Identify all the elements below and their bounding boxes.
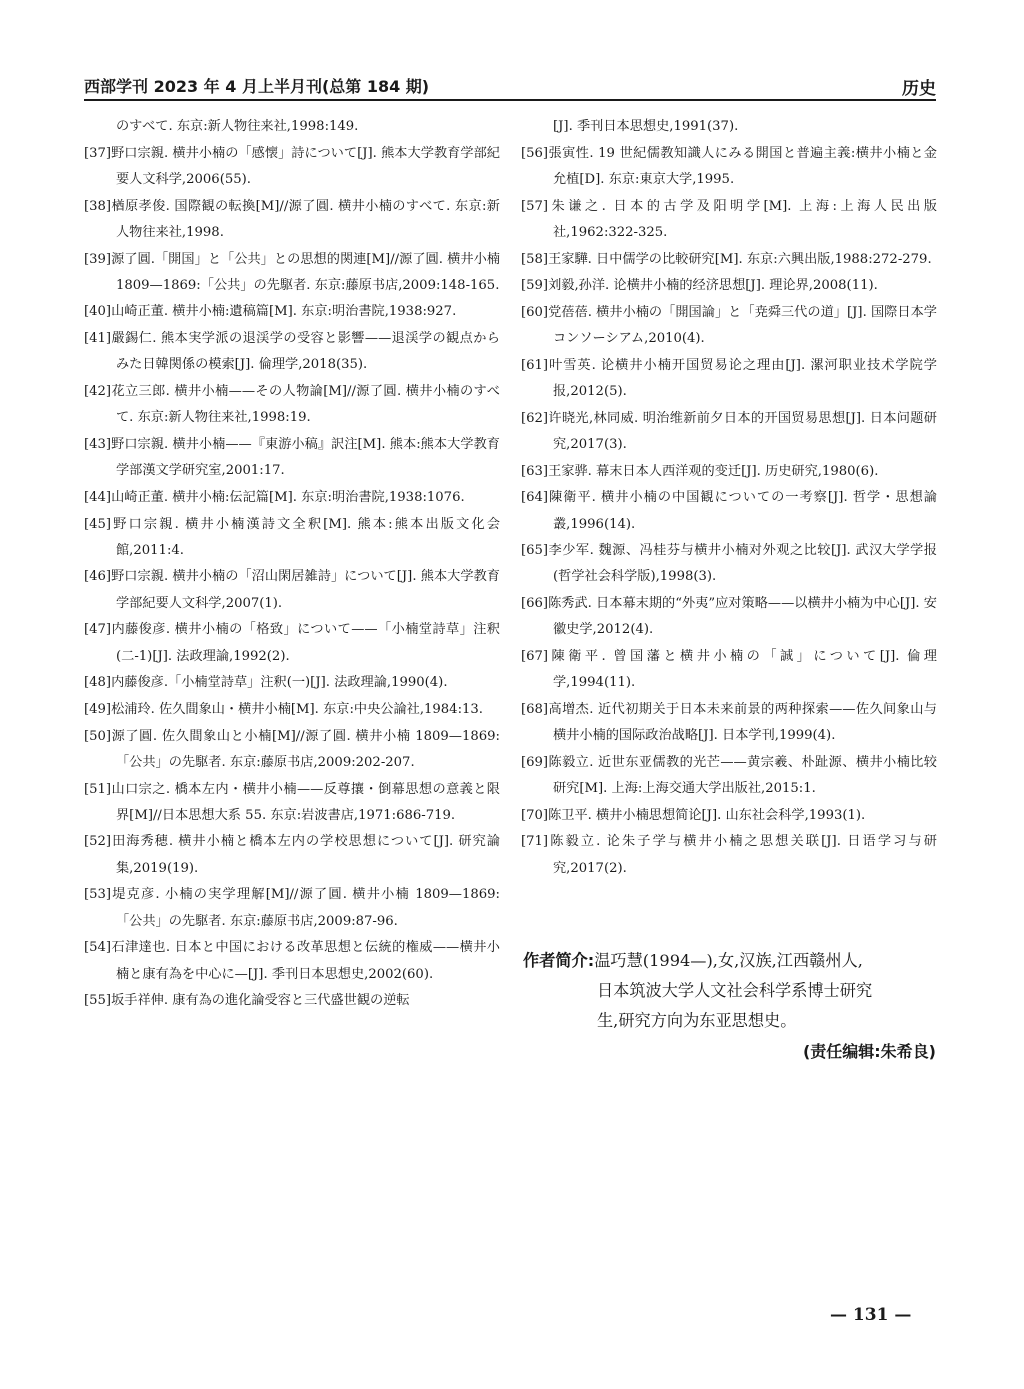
- references-left-column: [84, 114, 500, 1015]
- section-label: 历史: [902, 79, 936, 99]
- reference-entry: [50]源了圓. 佐久間象山と小楠[M]//源了圓. 横井小楠 1809—1869:「公共」の先駆者. 东京:藤原书店,2009:202-207.: [84, 728, 500, 770]
- reference-entry: [54]石津達也. 日本と中国における改革思想と伝統的権威——横井小楠と康有為を中心に—[J]. 季刊日本思想史,2002(60).: [84, 940, 500, 982]
- responsible-editor: (责任编辑:朱希良): [802, 1042, 936, 1061]
- author-bio-first-line: [523, 946, 937, 976]
- author-bio-text-3: 生,研究方向为东亚思想史。: [597, 1011, 797, 1030]
- reference-entry: [41]嚴錫仁. 熊本実学派の退渓学の受容と影響——退渓学の観点からみた日韓関係の模索[J]. 倫理学,2018(35).: [84, 331, 500, 373]
- journal-issue-title: 西部学刊 2023 年 4 月上半月刊(总第 184 期): [84, 77, 430, 96]
- reference-entry: [49]松浦玲. 佐久間象山・横井小楠[M]. 东京:中央公論社,1984:13.: [84, 701, 483, 717]
- header-rule: [84, 99, 936, 101]
- reference-continuation: のすべて. 东京:新人物往来社,1998:149.: [116, 119, 359, 134]
- reference-entry: [62]许晓光,林同威. 明治维新前夕日本的开国贸易思想[J]. 日本问题研究,2017(3).: [521, 410, 937, 452]
- reference-entry: [43]野口宗親. 横井小楠——『東游小稿』訳注[M]. 熊本:熊本大学教育学部漢文学研究室,2001:17.: [84, 436, 500, 479]
- reference-entry: [45]野口宗親. 横井小楠漢詩文全釈[M]. 熊本:熊本出版文化会館,2011:4.: [84, 516, 500, 558]
- reference-entry: [71]陈毅立. 论朱子学与横井小楠之思想关联[J]. 日语学习与研究,2017(2).: [521, 834, 937, 876]
- reference-entry: [53]堤克彦. 小楠の実学理解[M]//源了圓. 横井小楠 1809—1869:「公共」の先駆者. 东京:藤原书店,2009:87-96.: [84, 887, 500, 929]
- reference-entry: [68]高增杰. 近代初期关于日本未来前景的两种探索——佐久间象山与横井小楠的国际政治战略[J]. 日本学刊,1999(4).: [521, 701, 937, 744]
- reference-continuation: [J]. 季刊日本思想史,1991(37).: [553, 119, 739, 134]
- reference-entry: [51]山口宗之. 橋本左内・横井小楠——反尊攘・倒幕思想の意義と限界[M]//日本思想大系 55. 东京:岩波書店,1971:686-719.: [84, 781, 500, 823]
- reference-entry: [44]山崎正董. 横井小楠:伝記篇[M]. 东京:明治書院,1938:1076.: [84, 489, 465, 505]
- running-header: [84, 70, 936, 98]
- reference-entry: [60]党蓓蓓. 横井小楠の「開国論」と「尭舜三代の道」[J]. 国際日本学コンソーシアム,2010(4).: [521, 304, 937, 347]
- reference-entry: [38]楢原孝俊. 国際観の転換[M]//源了圓. 横井小楠のすべて. 东京:新人物往来社,1998.: [84, 198, 500, 240]
- reference-entry: [48]内藤俊彦.「小楠堂詩草」注釈(一)[J]. 法政理論,1990(4).: [84, 675, 448, 691]
- reference-entry: [47]内藤俊彦. 横井小楠の「格致」について——「小楠堂詩草」注釈(二-1)[J]. 法政理論,1992(2).: [84, 622, 500, 664]
- author-bio-label: 作者简介:: [523, 951, 595, 970]
- reference-entry: [39]源了圓.「開国」と「公共」との思想的関連[M]//源了圓. 横井小楠 1809—1869:「公共」の先駆者. 东京:藤原书店,2009:148-165.: [84, 251, 500, 293]
- author-bio-text-1: 温巧慧(1994—),女,汉族,江西赣州人,: [594, 951, 863, 970]
- reference-entry: [63]王家骅. 幕末日本人西洋观的变迁[J]. 历史研究,1980(6).: [521, 463, 879, 479]
- references-right-column: [521, 114, 937, 882]
- page-number: — 131 —: [830, 1305, 912, 1325]
- reference-entry: [42]花立三郎. 横井小楠——その人物論[M]//源了圓. 横井小楠のすべて. 东京:新人物往来社,1998:19.: [84, 384, 500, 426]
- reference-entry: [61]叶雪英. 论横井小楠开国贸易论之理由[J]. 漯河职业技术学院学报,2012(5).: [521, 357, 937, 400]
- reference-entry: [66]陈秀武. 日本幕末期的“外夷”应对策略——以横井小楠为中心[J]. 安徽史学,2012(4).: [521, 596, 937, 638]
- reference-entry: [64]陳衛平. 横井小楠の中国観についての一考察[J]. 哲学・思想論叢,1996(14).: [521, 490, 937, 532]
- reference-entry: [40]山崎正董. 横井小楠:遺稿篇[M]. 东京:明治書院,1938:927.: [84, 304, 457, 320]
- reference-entry: [67]陳衛平. 曾国藩と横井小楠の「誠」について[J]. 倫理学,1994(11).: [521, 649, 937, 691]
- reference-entry: [57]朱谦之. 日本的古学及阳明学[M]. 上海:上海人民出版社,1962:322-325.: [521, 198, 937, 240]
- reference-entry: [70]陈卫平. 横井小楠思想简论[J]. 山东社会科学,1993(1).: [521, 807, 866, 823]
- reference-entry: [59]刘毅,孙洋. 论横井小楠的经济思想[J]. 理论界,2008(11).: [521, 278, 878, 294]
- reference-entry: [58]王家驊. 日中儒学の比較研究[M]. 东京:六興出版,1988:272-279.: [521, 251, 932, 267]
- author-bio: [523, 946, 937, 1036]
- reference-entry: [56]張寅性. 19 世紀儒教知識人にみる開国と普遍主義:横井小楠と金允植[D]. 东京:東京大学,1995.: [521, 145, 937, 187]
- reference-entry: [69]陈毅立. 近世东亚儒教的光芒——黄宗羲、朴趾源、横井小楠比较研究[M]. 上海:上海交通大学出版社,2015:1.: [521, 754, 937, 797]
- reference-entry: [65]李少军. 魏源、冯桂芬与横井小楠对外观之比较[J]. 武汉大学学报(哲学社会科学版),1998(3).: [521, 543, 937, 585]
- reference-entry: [37]野口宗親. 横井小楠の「感懐」詩について[J]. 熊本大学教育学部紀要人文科学,2006(55).: [84, 145, 500, 187]
- reference-entry: [46]野口宗親. 横井小楠の「沼山閑居雑詩」について[J]. 熊本大学教育学部紀要人文科学,2007(1).: [84, 569, 500, 611]
- author-bio-text-2: 日本筑波大学人文社会科学系博士研究: [597, 981, 873, 1000]
- reference-entry: [52]田海秀穂. 横井小楠と橋本左内の学校思想について[J]. 研究論集,2019(19).: [84, 834, 500, 876]
- reference-entry: [55]坂手祥伸. 康有為の進化論受容と三代盛世観の逆転: [84, 993, 410, 1009]
